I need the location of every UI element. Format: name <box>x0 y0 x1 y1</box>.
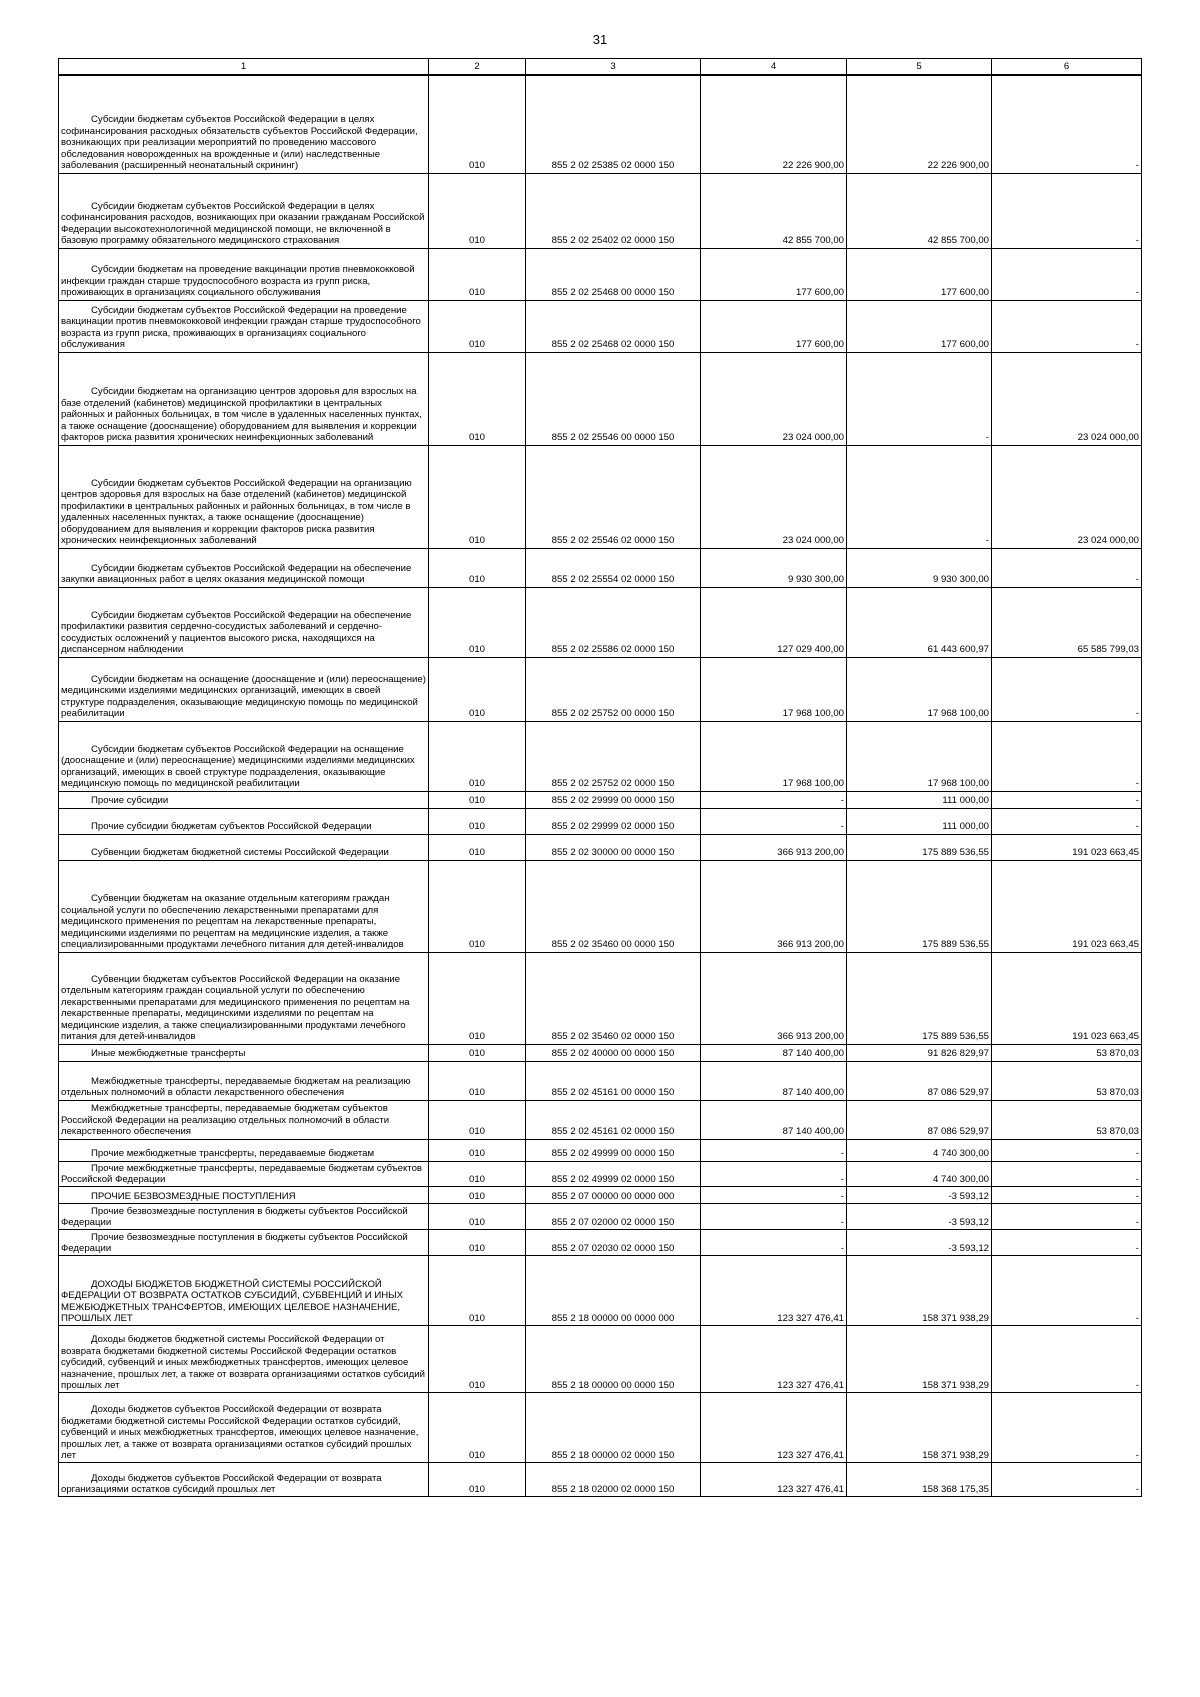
budget-code-cell: 855 2 02 45161 00 0000 150 <box>526 1061 701 1100</box>
table-row <box>59 1100 1142 1139</box>
unexecuted-amount-cell: 191 023 663,45 <box>992 834 1142 860</box>
table-row <box>59 834 1142 860</box>
line-code-cell: 010 <box>429 1326 526 1393</box>
column-number-header <box>59 59 1142 76</box>
line-code-cell: 010 <box>429 834 526 860</box>
unexecuted-amount-cell: - <box>992 721 1142 791</box>
budget-code-cell: 855 2 02 49999 02 0000 150 <box>526 1161 701 1187</box>
budget-code-cell: 855 2 18 00000 02 0000 150 <box>526 1393 701 1463</box>
table-row <box>59 173 1142 248</box>
executed-amount-cell: 158 371 938,29 <box>847 1256 992 1326</box>
line-code-cell: 010 <box>429 657 526 721</box>
row-name-text: Доходы бюджетов субъектов Российской Федерации от возврата организациями остатков субсидий прошлых лет <box>61 1472 382 1495</box>
unexecuted-amount-cell: 65 585 799,03 <box>992 587 1142 657</box>
executed-amount-cell: 158 371 938,29 <box>847 1326 992 1393</box>
executed-amount-cell: 61 443 600,97 <box>847 587 992 657</box>
executed-amount-cell: 4 740 300,00 <box>847 1161 992 1187</box>
row-name-cell <box>59 445 429 548</box>
line-code-cell: 010 <box>429 1230 526 1256</box>
unexecuted-amount-cell: - <box>992 791 1142 808</box>
table-row <box>59 657 1142 721</box>
executed-amount-cell: 87 086 529,97 <box>847 1061 992 1100</box>
budget-code-cell: 855 2 18 00000 00 0000 150 <box>526 1326 701 1393</box>
unexecuted-amount-cell: - <box>992 1393 1142 1463</box>
approved-amount-cell: 366 913 200,00 <box>701 952 847 1044</box>
line-code-cell: 010 <box>429 445 526 548</box>
executed-amount-cell: - <box>847 445 992 548</box>
row-name-text: Прочие безвозмездные поступления в бюджеты субъектов Российской Федерации <box>61 1205 408 1228</box>
approved-amount-cell: 123 327 476,41 <box>701 1463 847 1497</box>
row-name-text: Субсидии бюджетам субъектов Российской Федерации в целях софинансирования расходных обязательств субъектов Российской Федерации, возникающих при реализации мероприятий по проведению массового обследования новорожденных на врожденные и (или) наследственные заболевания (расширенный неонатальный скрининг) <box>61 114 418 172</box>
executed-amount-cell: 177 600,00 <box>847 248 992 300</box>
approved-amount-cell: - <box>701 1204 847 1230</box>
row-name-text: Межбюджетные трансферты, передаваемые бюджетам субъектов Российской Федерации на реализацию отдельных полномочий в области лекарственного обеспечения <box>61 1103 390 1138</box>
row-name-cell <box>59 657 429 721</box>
row-name-cell <box>59 1204 429 1230</box>
unexecuted-amount-cell: 191 023 663,45 <box>992 860 1142 952</box>
row-name-cell <box>59 1256 429 1326</box>
approved-amount-cell: 17 968 100,00 <box>701 657 847 721</box>
executed-amount-cell: -3 593,12 <box>847 1204 992 1230</box>
unexecuted-amount-cell: 191 023 663,45 <box>992 952 1142 1044</box>
row-name-text: Субсидии бюджетам на организацию центров здоровья для взрослых на базе отделений (кабинетов) медицинской профилактики в центральных районных и районных больницах, в том числе в удаленных населенных пунктах, а также оснащение (дооснащение) оборудованием для выявления и коррекции факторов риска развития хронических неинфекционных заболеваний <box>61 386 422 444</box>
budget-code-cell: 855 2 02 25468 02 0000 150 <box>526 300 701 352</box>
row-name-cell <box>59 1187 429 1204</box>
table-row <box>59 1161 1142 1187</box>
row-name-text: Субвенции бюджетам субъектов Российской Федерации на оказание отдельным категориям граждан социальной услуги по обеспечению лекарственными препаратами для медицинского применения по рецептам на лекарственные препараты, медицинскими изделиями по рецептам на медицинские изделия, а также специализированными продуктами лечебного питания для детей-инвалидов <box>61 974 410 1043</box>
column-header: 3 <box>526 59 701 76</box>
approved-amount-cell: 177 600,00 <box>701 248 847 300</box>
row-name-text: Субсидии бюджетам субъектов Российской Федерации на обеспечение закупки авиационных работ в целях оказания медицинской помощи <box>61 562 412 586</box>
row-name-text: ПРОЧИЕ БЕЗВОЗМЕЗДНЫЕ ПОСТУПЛЕНИЯ <box>91 1190 296 1202</box>
table-row <box>59 1187 1142 1204</box>
row-name-cell <box>59 952 429 1044</box>
table-row <box>59 548 1142 587</box>
executed-amount-cell: 87 086 529,97 <box>847 1100 992 1139</box>
executed-amount-cell: 42 855 700,00 <box>847 173 992 248</box>
row-name-cell <box>59 1463 429 1497</box>
table-row <box>59 352 1142 445</box>
executed-amount-cell: 175 889 536,55 <box>847 834 992 860</box>
budget-code-cell: 855 2 02 25546 00 0000 150 <box>526 352 701 445</box>
row-name-cell <box>59 1161 429 1187</box>
row-name-text: Субвенции бюджетам на оказание отдельным категориям граждан социальной услуги по обеспечению лекарственными препаратами для медицинского применения по рецептам на лекарственные препараты, медицинскими изделиями по рецептам на медицинские изделия, а также специализированными продуктами лечебного питания для детей-инвалидов <box>61 893 404 951</box>
row-name-cell <box>59 808 429 834</box>
line-code-cell: 010 <box>429 1161 526 1187</box>
executed-amount-cell: 91 826 829,97 <box>847 1044 992 1061</box>
unexecuted-amount-cell: - <box>992 1187 1142 1204</box>
unexecuted-amount-cell: - <box>992 548 1142 587</box>
row-name-text: Иные межбюджетные трансферты <box>91 1048 246 1060</box>
executed-amount-cell: 17 968 100,00 <box>847 657 992 721</box>
executed-amount-cell: - <box>847 352 992 445</box>
line-code-cell: 010 <box>429 952 526 1044</box>
row-name-cell <box>59 75 429 173</box>
line-code-cell: 010 <box>429 173 526 248</box>
approved-amount-cell: 366 913 200,00 <box>701 834 847 860</box>
row-name-cell <box>59 1326 429 1393</box>
approved-amount-cell: 17 968 100,00 <box>701 721 847 791</box>
budget-revenue-table <box>58 58 1142 1497</box>
unexecuted-amount-cell: - <box>992 173 1142 248</box>
executed-amount-cell: 111 000,00 <box>847 791 992 808</box>
approved-amount-cell: 87 140 400,00 <box>701 1100 847 1139</box>
row-name-text: Прочие межбюджетные трансферты, передаваемые бюджетам <box>91 1148 375 1160</box>
budget-code-cell: 855 2 02 25752 00 0000 150 <box>526 657 701 721</box>
table-row <box>59 587 1142 657</box>
approved-amount-cell: - <box>701 1161 847 1187</box>
approved-amount-cell: - <box>701 1230 847 1256</box>
column-header: 4 <box>701 59 847 76</box>
table-row <box>59 1393 1142 1463</box>
unexecuted-amount-cell: 53 870,03 <box>992 1061 1142 1100</box>
line-code-cell: 010 <box>429 1139 526 1161</box>
row-name-cell <box>59 791 429 808</box>
line-code-cell: 010 <box>429 300 526 352</box>
table-row <box>59 721 1142 791</box>
unexecuted-amount-cell: - <box>992 1139 1142 1161</box>
line-code-cell: 010 <box>429 1187 526 1204</box>
budget-code-cell: 855 2 02 25385 02 0000 150 <box>526 75 701 173</box>
line-code-cell: 010 <box>429 860 526 952</box>
budget-code-cell: 855 2 02 29999 00 0000 150 <box>526 791 701 808</box>
line-code-cell: 010 <box>429 587 526 657</box>
table-row <box>59 75 1142 173</box>
budget-code-cell: 855 2 02 40000 00 0000 150 <box>526 1044 701 1061</box>
row-name-cell <box>59 1230 429 1256</box>
approved-amount-cell: 23 024 000,00 <box>701 445 847 548</box>
executed-amount-cell: 158 371 938,29 <box>847 1393 992 1463</box>
approved-amount-cell: 123 327 476,41 <box>701 1326 847 1393</box>
approved-amount-cell: 87 140 400,00 <box>701 1061 847 1100</box>
table-row <box>59 808 1142 834</box>
row-name-text: Субсидии бюджетам на проведение вакцинации против пневмококковой инфекции граждан старше трудоспособного возраста из групп риска, проживающих в организациях социального обслуживания <box>61 264 415 299</box>
line-code-cell: 010 <box>429 352 526 445</box>
unexecuted-amount-cell: - <box>992 300 1142 352</box>
budget-code-cell: 855 2 07 00000 00 0000 000 <box>526 1187 701 1204</box>
approved-amount-cell: 123 327 476,41 <box>701 1256 847 1326</box>
table-row <box>59 860 1142 952</box>
table-row <box>59 445 1142 548</box>
column-header: 1 <box>59 59 429 76</box>
approved-amount-cell: - <box>701 1139 847 1161</box>
line-code-cell: 010 <box>429 75 526 173</box>
row-name-text: Доходы бюджетов субъектов Российской Федерации от возврата бюджетами бюджетной системы Российской Федерации остатков субсидий, субвенций и иных межбюджетных трансфертов, имеющих целевое назначение, прошлых лет, а также от возврата организациями остатков субсидий прошлых лет <box>61 1404 419 1461</box>
approved-amount-cell: 127 029 400,00 <box>701 587 847 657</box>
table-row <box>59 1139 1142 1161</box>
budget-code-cell: 855 2 02 25752 02 0000 150 <box>526 721 701 791</box>
row-name-cell <box>59 1061 429 1100</box>
budget-code-cell: 855 2 02 30000 00 0000 150 <box>526 834 701 860</box>
line-code-cell: 010 <box>429 1061 526 1100</box>
row-name-cell <box>59 248 429 300</box>
approved-amount-cell: - <box>701 791 847 808</box>
table-row <box>59 1230 1142 1256</box>
unexecuted-amount-cell: - <box>992 1161 1142 1187</box>
budget-code-cell: 855 2 07 02000 02 0000 150 <box>526 1204 701 1230</box>
budget-code-cell: 855 2 02 25468 00 0000 150 <box>526 248 701 300</box>
budget-code-cell: 855 2 18 02000 02 0000 150 <box>526 1463 701 1497</box>
row-name-cell <box>59 1393 429 1463</box>
row-name-cell <box>59 1044 429 1061</box>
budget-code-cell: 855 2 02 25546 02 0000 150 <box>526 445 701 548</box>
row-name-cell <box>59 548 429 587</box>
approved-amount-cell: 87 140 400,00 <box>701 1044 847 1061</box>
approved-amount-cell: 366 913 200,00 <box>701 860 847 952</box>
approved-amount-cell: - <box>701 808 847 834</box>
approved-amount-cell: 9 930 300,00 <box>701 548 847 587</box>
line-code-cell: 010 <box>429 791 526 808</box>
table-row <box>59 1463 1142 1497</box>
executed-amount-cell: 4 740 300,00 <box>847 1139 992 1161</box>
unexecuted-amount-cell: - <box>992 1256 1142 1326</box>
line-code-cell: 010 <box>429 248 526 300</box>
row-name-text: Субсидии бюджетам субъектов Российской Федерации на оснащение (дооснащение и (или) переоснащение) медицинскими изделиями медицинских организаций, имеющих в своей структуре подразделения, оказывающие медицинскую помощь по медицинской реабилитации <box>61 743 415 790</box>
line-code-cell: 010 <box>429 1100 526 1139</box>
approved-amount-cell: 42 855 700,00 <box>701 173 847 248</box>
unexecuted-amount-cell: - <box>992 808 1142 834</box>
row-name-cell <box>59 1100 429 1139</box>
budget-code-cell: 855 2 02 49999 00 0000 150 <box>526 1139 701 1161</box>
row-name-cell <box>59 352 429 445</box>
approved-amount-cell: 177 600,00 <box>701 300 847 352</box>
row-name-text: Субсидии бюджетам субъектов Российской Федерации на организацию центров здоровья для взрослых на базе отделений (кабинетов) медицинской профилактики в центральных районных и районных больницах, в том числе в удаленных населенных пунктах, а также оснащение (дооснащение) оборудованием для выявления и коррекции факторов риска развития хронических неинфекционных заболеваний <box>61 478 412 547</box>
unexecuted-amount-cell: 23 024 000,00 <box>992 445 1142 548</box>
row-name-cell <box>59 834 429 860</box>
row-name-cell <box>59 173 429 248</box>
unexecuted-amount-cell: - <box>992 248 1142 300</box>
row-name-text: Прочие безвозмездные поступления в бюджеты субъектов Российской Федерации <box>61 1231 408 1254</box>
unexecuted-amount-cell: 53 870,03 <box>992 1044 1142 1061</box>
row-name-text: Межбюджетные трансферты, передаваемые бюджетам на реализацию отдельных полномочий в области лекарственного обеспечения <box>61 1075 411 1099</box>
row-name-text: Субсидии бюджетам субъектов Российской Федерации в целях софинансирования расходов, возникающих при оказании гражданам Российской Федерации высокотехнологичной медицинской помощи, не включенной в базовую программу обязательного медицинского страхования <box>61 200 425 247</box>
row-name-text: Доходы бюджетов бюджетной системы Российской Федерации от возврата бюджетами бюджетной системы Российской Федерации остатков субсидий, субвенций и иных межбюджетных трансфертов, имеющих целевое назначение, прошлых лет, а также от возврата организациями остатков субсидий прошлых лет <box>61 1334 425 1391</box>
row-name-cell <box>59 721 429 791</box>
row-name-text: Субвенции бюджетам бюджетной системы Российской Федерации <box>91 847 389 859</box>
row-name-text: Прочие субсидии бюджетам субъектов Российской Федерации <box>91 821 372 833</box>
column-header: 2 <box>429 59 526 76</box>
approved-amount-cell: 22 226 900,00 <box>701 75 847 173</box>
budget-code-cell: 855 2 07 02030 02 0000 150 <box>526 1230 701 1256</box>
executed-amount-cell: -3 593,12 <box>847 1230 992 1256</box>
line-code-cell: 010 <box>429 1204 526 1230</box>
executed-amount-cell: -3 593,12 <box>847 1187 992 1204</box>
executed-amount-cell: 175 889 536,55 <box>847 952 992 1044</box>
unexecuted-amount-cell: - <box>992 75 1142 173</box>
unexecuted-amount-cell: - <box>992 1230 1142 1256</box>
executed-amount-cell: 9 930 300,00 <box>847 548 992 587</box>
column-header: 5 <box>847 59 992 76</box>
unexecuted-amount-cell: - <box>992 1326 1142 1393</box>
row-name-cell <box>59 1139 429 1161</box>
table-row <box>59 248 1142 300</box>
executed-amount-cell: 111 000,00 <box>847 808 992 834</box>
budget-code-cell: 855 2 02 35460 00 0000 150 <box>526 860 701 952</box>
table-row <box>59 1204 1142 1230</box>
executed-amount-cell: 177 600,00 <box>847 300 992 352</box>
row-name-cell <box>59 860 429 952</box>
row-name-cell <box>59 587 429 657</box>
line-code-cell: 010 <box>429 1463 526 1497</box>
unexecuted-amount-cell: - <box>992 657 1142 721</box>
table-row <box>59 1256 1142 1326</box>
budget-code-cell: 855 2 02 45161 02 0000 150 <box>526 1100 701 1139</box>
executed-amount-cell: 158 368 175,35 <box>847 1463 992 1497</box>
table-row <box>59 791 1142 808</box>
unexecuted-amount-cell: - <box>992 1204 1142 1230</box>
approved-amount-cell: - <box>701 1187 847 1204</box>
table-row <box>59 1061 1142 1100</box>
line-code-cell: 010 <box>429 808 526 834</box>
line-code-cell: 010 <box>429 548 526 587</box>
row-name-cell <box>59 300 429 352</box>
row-name-text: Субсидии бюджетам субъектов Российской Федерации на проведение вакцинации против пневмококковой инфекции граждан старше трудоспособного возраста из групп риска, проживающих в организациях социального обслуживания <box>61 304 421 351</box>
budget-code-cell: 855 2 02 29999 02 0000 150 <box>526 808 701 834</box>
unexecuted-amount-cell: 53 870,03 <box>992 1100 1142 1139</box>
executed-amount-cell: 22 226 900,00 <box>847 75 992 173</box>
line-code-cell: 010 <box>429 1256 526 1326</box>
column-header: 6 <box>992 59 1142 76</box>
row-name-text: Прочие межбюджетные трансферты, передаваемые бюджетам субъектов Российской Федерации <box>61 1162 423 1185</box>
line-code-cell: 010 <box>429 1393 526 1463</box>
approved-amount-cell: 23 024 000,00 <box>701 352 847 445</box>
table-row <box>59 300 1142 352</box>
executed-amount-cell: 17 968 100,00 <box>847 721 992 791</box>
budget-code-cell: 855 2 18 00000 00 0000 000 <box>526 1256 701 1326</box>
executed-amount-cell: 175 889 536,55 <box>847 860 992 952</box>
line-code-cell: 010 <box>429 1044 526 1061</box>
budget-code-cell: 855 2 02 35460 02 0000 150 <box>526 952 701 1044</box>
unexecuted-amount-cell: - <box>992 1463 1142 1497</box>
row-name-text: ДОХОДЫ БЮДЖЕТОВ БЮДЖЕТНОЙ СИСТЕМЫ РОССИЙСКОЙ ФЕДЕРАЦИИ ОТ ВОЗВРАТА ОСТАТКОВ СУБСИДИЙ, СУБВЕНЦИЙ И ИНЫХ МЕЖБЮДЖЕТНЫХ ТРАНСФЕРТОВ, ИМЕЮЩИХ ЦЕЛЕВОЕ НАЗНАЧЕНИЕ, ПРОШЛЫХ ЛЕТ <box>61 1278 404 1324</box>
page-number: 31 <box>592 32 608 47</box>
table-row <box>59 1044 1142 1061</box>
table-row <box>59 952 1142 1044</box>
line-code-cell: 010 <box>429 721 526 791</box>
budget-code-cell: 855 2 02 25554 02 0000 150 <box>526 548 701 587</box>
row-name-text: Субсидии бюджетам субъектов Российской Федерации на обеспечение профилактики развития сердечно-сосудистых заболеваний и сердечно-сосудистых осложнений у пациентов высокого риска, находящихся на диспансерном наблюдении <box>61 609 412 656</box>
row-name-text: Субсидии бюджетам на оснащение (дооснащение и (или) переоснащение) медицинскими изделиями медицинских организаций, имеющих в своей структуре подразделения, оказывающие медицинскую помощь по медицинской реабилитации <box>61 673 426 720</box>
unexecuted-amount-cell: 23 024 000,00 <box>992 352 1142 445</box>
table-row <box>59 1326 1142 1393</box>
budget-code-cell: 855 2 02 25586 02 0000 150 <box>526 587 701 657</box>
approved-amount-cell: 123 327 476,41 <box>701 1393 847 1463</box>
budget-code-cell: 855 2 02 25402 02 0000 150 <box>526 173 701 248</box>
row-name-text: Прочие субсидии <box>91 795 169 807</box>
